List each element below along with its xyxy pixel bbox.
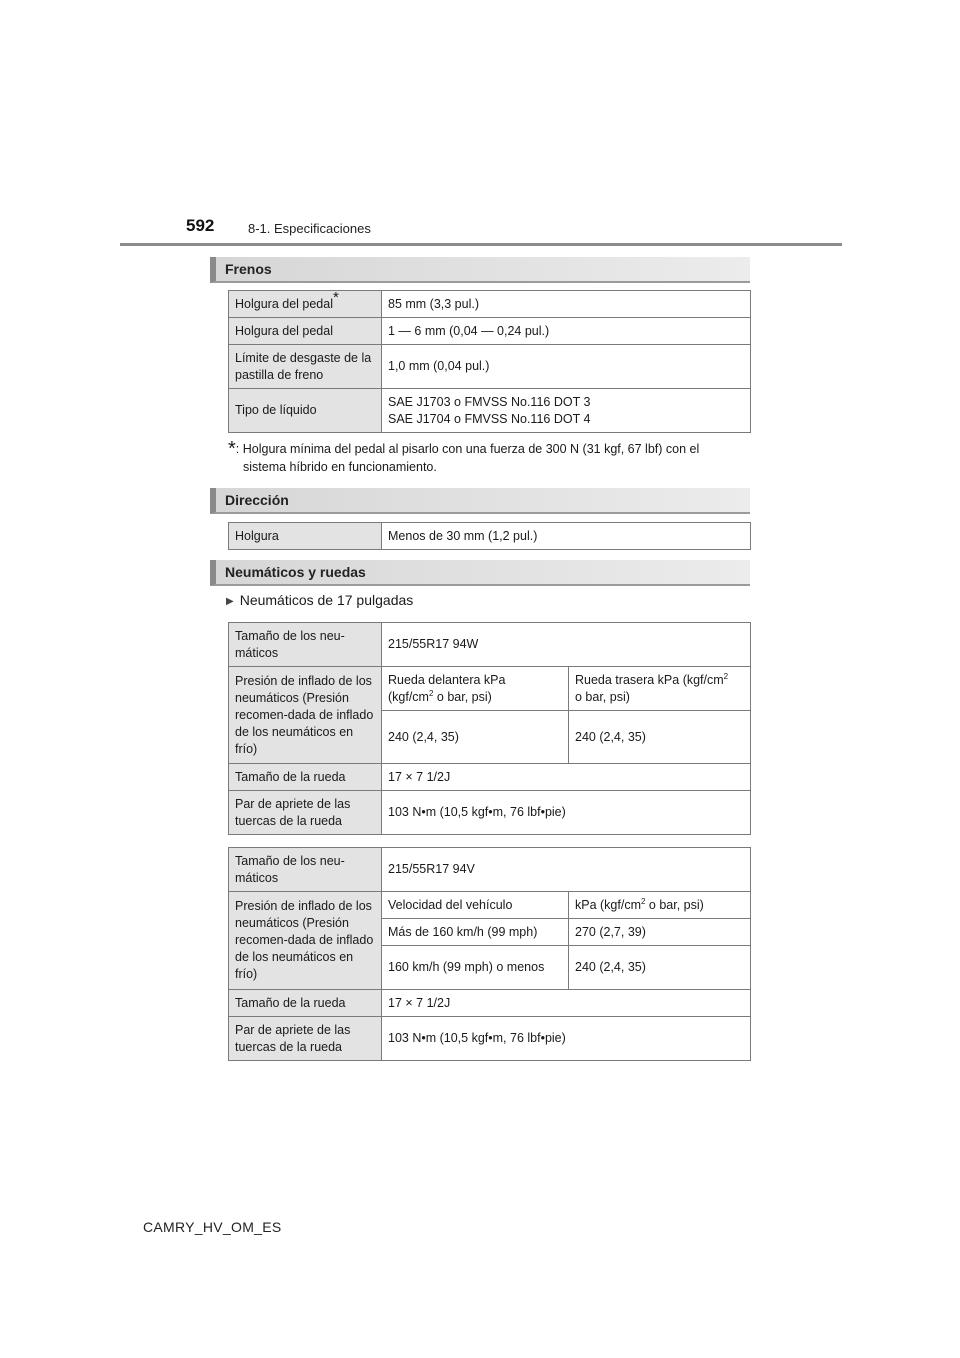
section-bar-neumaticos (210, 560, 750, 586)
fluid-type-line-1: SAE J1703 o FMVSS No.116 DOT 3 (388, 394, 591, 409)
section-bar-direccion (210, 488, 750, 514)
table-row (229, 345, 751, 389)
table-row (229, 291, 751, 318)
table-row (229, 990, 751, 1017)
table-row (229, 389, 751, 433)
brakes-table (228, 290, 751, 433)
pressure-cell: 240 (2,4, 35) (569, 946, 751, 990)
table-cell-label: Tipo de líquido (229, 389, 382, 433)
front-pressure-value: 240 (2,4, 35) (382, 711, 569, 764)
pressure-cell: 270 (2,7, 39) (569, 919, 751, 946)
footnote-line-1: : Holgura mínima del pedal al pisarlo con una fuerza de 300 N (31 kgf, 67 lbf) con el (235, 442, 700, 456)
rear-wheel-header: Rueda trasera kPa ($kgf/cm^2$ o bar, psi) (569, 667, 751, 711)
speed-cell: Más de 160 km/h (99 mph) (382, 919, 569, 946)
table-cell-label: Presión de inflado de los neumáticos (Presión recomen-dada de inflado de los neumáticos en frío) (229, 667, 382, 764)
table-cell-label: Par de apriete de las tuercas de la rueda (229, 1017, 382, 1061)
table-cell-value: 85 mm (3,3 pul.) (382, 291, 751, 318)
table-row (229, 623, 751, 667)
table-cell-label: Holgura (229, 523, 382, 550)
steering-table (228, 522, 751, 550)
fluid-type-line-2: SAE J1704 o FMVSS No.116 DOT 4 (388, 411, 591, 426)
table-cell-value: 215/55R17 94W (382, 623, 751, 667)
table-row (229, 667, 751, 711)
table-cell-label: Tamaño de los neu-máticos (229, 623, 382, 667)
triangle-bullet-icon: ▶ (226, 596, 234, 607)
table-cell-value: 215/55R17 94V (382, 848, 751, 892)
speed-header: Velocidad del vehículo (382, 892, 569, 919)
document-code: CAMRY_HV_OM_ES (143, 1219, 282, 1235)
footnote (228, 440, 754, 476)
table-cell-value: 17 × 7 1/2J (382, 990, 751, 1017)
table-cell-label: Tamaño de los neu-máticos (229, 848, 382, 892)
table-row (229, 523, 751, 550)
footnote-marker: * (228, 438, 236, 460)
section-title-neumaticos: Neumáticos y ruedas (225, 564, 366, 580)
table-cell-label: Tamaño de la rueda (229, 764, 382, 791)
subheading-text: Neumáticos de 17 pulgadas (239, 592, 414, 608)
table-cell-label: Presión de inflado de los neumáticos (Presión recomen-dada de inflado de los neumáticos en frío) (229, 892, 382, 990)
table-row (229, 318, 751, 345)
table-cell-label: Par de apriete de las tuercas de la rueda (229, 791, 382, 835)
front-wheel-header: Rueda delantera kPa ($kgf/cm^2$ o bar, psi) (382, 667, 569, 711)
tire-table-94v (228, 847, 751, 1061)
table-cell-label: Holgura del pedal (229, 318, 382, 345)
table-cell-value: 103 N•m (10,5 kgf•m, 76 lbf•pie) (382, 791, 751, 835)
section-title-frenos: Frenos (225, 261, 272, 277)
table-cell-value: 1,0 mm (0,04 pul.) (382, 345, 751, 389)
table-row (229, 791, 751, 835)
table-row (229, 1017, 751, 1061)
table-cell-value: Menos de 30 mm (1,2 pul.) (382, 523, 751, 550)
page-number: 592 (186, 216, 215, 235)
section-title-direccion: Dirección (225, 492, 289, 508)
table-cell-value: 103 N•m (10,5 kgf•m, 76 lbf•pie) (382, 1017, 751, 1061)
table-row (229, 848, 751, 892)
table-row (229, 892, 751, 919)
kpa-header: kPa ($kgf/cm^2$ o bar, psi) (569, 892, 751, 919)
header-divider (120, 243, 842, 246)
table-cell-label: Límite de desgaste de la pastilla de freno (229, 345, 382, 389)
table-cell-value (382, 389, 751, 433)
subheading-17-inch (226, 592, 413, 608)
tire-table-94w (228, 622, 751, 835)
table-row (229, 764, 751, 791)
table-cell-value: 17 × 7 1/2J (382, 764, 751, 791)
table-cell-label: Holgura del pedal* (229, 291, 382, 318)
asterisk-marker: * (333, 288, 339, 306)
rear-pressure-value: 240 (2,4, 35) (569, 711, 751, 764)
speed-cell: 160 km/h (99 mph) o menos (382, 946, 569, 990)
section-bar-frenos (210, 257, 750, 283)
table-cell-label: Tamaño de la rueda (229, 990, 382, 1017)
table-cell-value: 1 — 6 mm (0,04 — 0,24 pul.) (382, 318, 751, 345)
footnote-line-2: sistema híbrido en funcionamiento. (243, 460, 437, 474)
section-header: 8-1. Especificaciones (248, 221, 371, 236)
